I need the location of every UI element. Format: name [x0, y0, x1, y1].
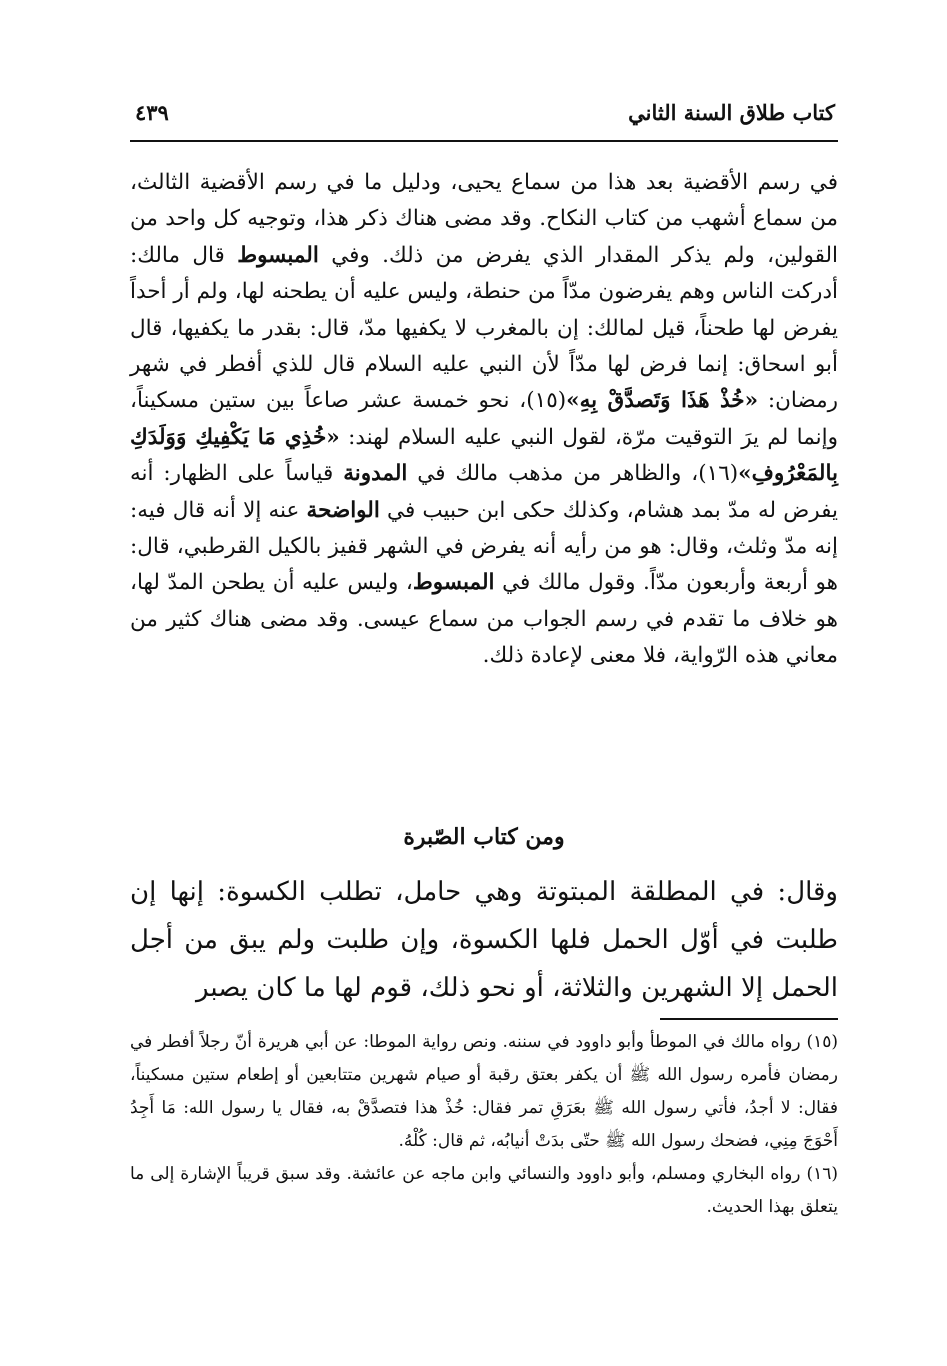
- footnote-divider: [660, 1018, 838, 1020]
- bold-term: المبسوط: [412, 570, 495, 596]
- bold-term: المبسوط: [237, 242, 319, 268]
- main-text-block: [130, 165, 838, 675]
- main-paragraph: في رسم الأقضية بعد هذا من سماع يحيى، ودليل ما في رسم الأقضية الثالث، من سماع أشهب من كتاب النكاح. وقد مضى هناك ذكر هذا، وتوجيه كل واحد من القولين، ولم يذكر المقدار الذي يفرض من ذلك. وفي المبسوط قال مالك: أدركت الناس وهم يفرضون مدّاً من حنطة، وليس عليه أن يطحنه لها، ولم أر أحداً يفرض لها طحناً، قيل لمالك: إن بالمغرب لا يكفيها مدّ، قال: بقدر ما يكفيها، قال أبو اسحاق: إنما فرض لها مدّاً لأن النبي عليه السلام قال للذي أفطر في شهر رمضان: «خُذْ هَذَا وَتَصدَّقْ بِهِ»(١٥)، نحو خمسة عشر صاعاً بين ستين مسكيناً، وإنما لم يرَ التوقيت مرّة، لقول النبي عليه السلام لهند: «خُذِي مَا يَكْفِيكِ وَوَلَدَكِ بِالمَعْرُوفِ»(١٦)، والظاهر من مذهب مالك في المدونة قياساً على الظهار: أنه يفرض له مدّ بمد هشام، وكذلك حكى ابن حبيب في الواضحة عنه إلا أنه قال فيه: إنه مدّ وثلث، وقال: هو من رأيه أنه يفرض في الشهر قفيز بالكيل القرطبي، قال: هو أربعة وأربعون مدّاً. وقول مالك في المبسوط، وليس عليه أن يطحن المدّ لها، هو خلاف ما تقدم في رسم الجواب من سماع عيسى. وقد مضى هناك كثير من معاني هذه الرّواية، فلا معنى لإعادة ذلك.: [130, 170, 838, 669]
- hadith-quote: «خُذِي مَا يَكْفِيكِ وَوَلَدَكِ بِالمَعْرُوفِ»: [130, 424, 838, 487]
- large-paragraph: وقال: في المطلقة المبتوتة وهي حامل، تطلب الكسوة: إنها إن طلبت في أوّل الحمل فلها الكسوة، وإن طلبت ولم يبق من أجل الحمل إلا الشهرين والثلاثة، أو نحو ذلك، قوم لها ما كان يصبر: [130, 877, 838, 1003]
- running-title: كتاب طلاق السنة الثاني: [628, 99, 835, 125]
- header-divider: [130, 140, 838, 142]
- footnote-16: (١٦) رواه البخاري ومسلم، وأبو داوود والنسائي وابن ماجه عن عائشة. وقد سبق قريباً الإشارة إلى ما يتعلق بهذا الحديث.: [130, 1164, 838, 1217]
- footnote-15: (١٥) رواه مالك في الموطأ وأبو داوود في سننه. ونص رواية الموطا: عن أبي هريرة أنّ رجلاً أفطر في رمضان فأمره رسول الله ﷺ أن يكفر بعتق رقبة أو صيام شهرين متتابعين أو إطعام ستين مسكيناً، فقال: لا أجدُ، فأتي رسول الله ﷺ بعَرَقِ تمر فقال: خُذْ هذا فتصدَّقْ به، فقال يا رسول الله: مَا أَجِدُ أَحْوَجَ مِنِي، فضحك رسول الله ﷺ حتّى بدَتْ أنيابُه، ثم قال: كُلْهُ.: [130, 1032, 838, 1151]
- large-text-block: [130, 868, 838, 1012]
- bold-term: الواضحة: [306, 497, 380, 523]
- hadith-quote: «خُذْ هَذَا وَتَصدَّقْ بِهِ»: [566, 388, 759, 414]
- footnotes: [130, 1026, 838, 1224]
- page-header: [135, 92, 835, 132]
- page-number: ٤٣٩: [135, 99, 169, 125]
- bold-term: المدونة: [343, 461, 408, 487]
- section-heading: ومن كتاب الصّبرة: [403, 824, 565, 850]
